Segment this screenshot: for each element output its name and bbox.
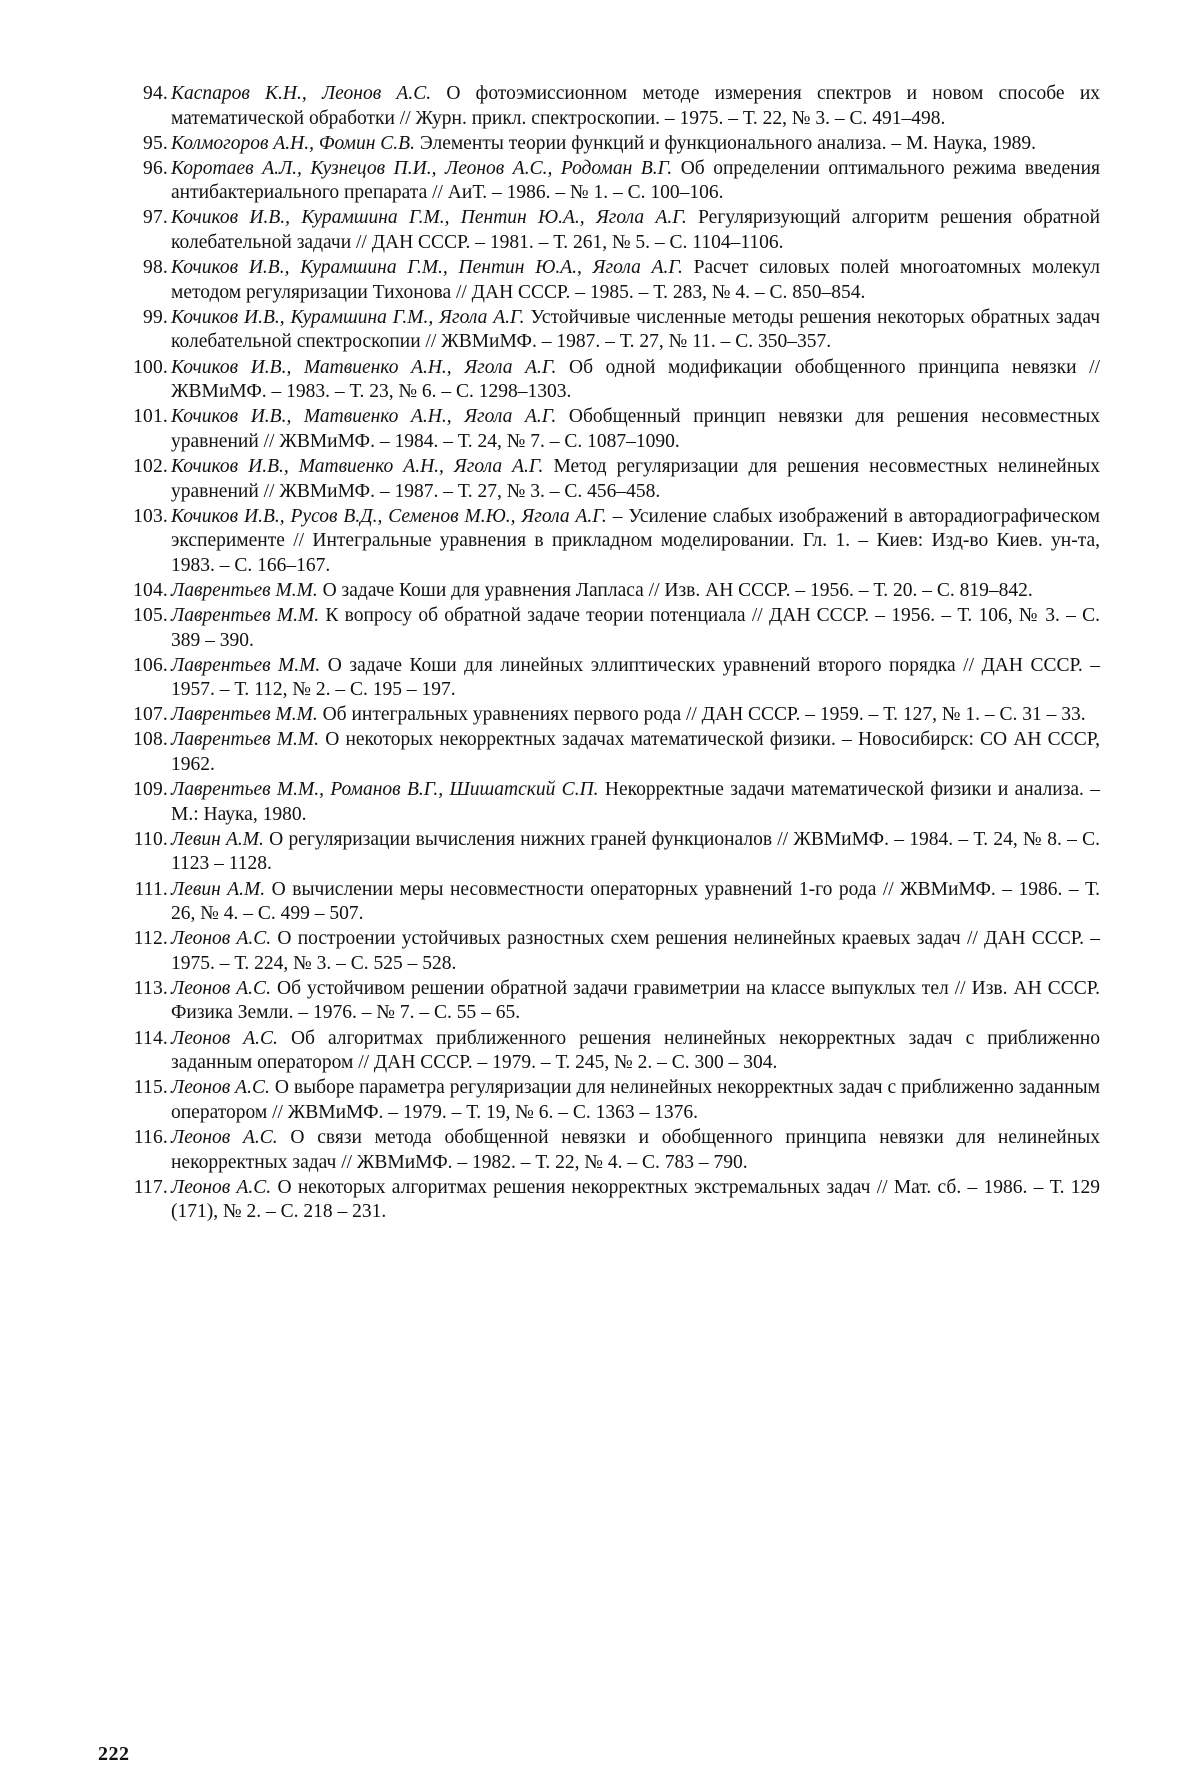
- reference-item: [110, 778, 1100, 827]
- reference-authors: Колмогоров А.Н., Фомин С.В.: [171, 132, 415, 154]
- reference-authors: Леонов А.С.: [171, 1027, 278, 1049]
- reference-text: Метод регуляризации для решения несовместных нелинейных уравнений // ЖВМиМФ. – 1987. – Т. 27, № 3. – С. 456–458.: [171, 455, 1100, 502]
- reference-text: О фотоэмиссионном методе измерения спектров и новом способе их математической обработки // Журн. прикл. спектроскопии. – 1975. – Т. 22, № 3. – С. 491–498.: [171, 83, 1101, 129]
- reference-item: [110, 927, 1100, 976]
- reference-text: Регуляризующий алгоритм решения обратной колебательной задачи // ДАН СССР. – 1981. – Т. 261, № 5. – С. 1104–1106.: [171, 207, 1101, 254]
- reference-text: К вопросу об обратной задаче теории потенциала // ДАН СССР. – 1956. – Т. 106, № 3. – С. 389 – 390.: [171, 604, 1101, 651]
- reference-number: 96.: [143, 157, 168, 179]
- reference-authors: Левин А.М.: [171, 878, 266, 900]
- reference-body: [171, 82, 1100, 131]
- reference-authors: Кочиков И.В., Курамшина Г.М., Ягола А.Г.: [171, 306, 525, 328]
- reference-body: [171, 1076, 1100, 1125]
- reference-body: [171, 256, 1100, 305]
- reference-authors: Лаврентьев М.М., Романов В.Г., Шишатский С.П.: [171, 779, 599, 801]
- reference-authors: Леонов А.С.: [171, 928, 272, 950]
- reference-authors: Леонов А.С.: [171, 1176, 272, 1198]
- reference-authors: Лаврентьев М.М.: [171, 579, 318, 601]
- reference-body: [171, 604, 1100, 653]
- reference-number: 109.: [133, 779, 168, 801]
- reference-item: [110, 579, 1100, 604]
- reference-item: [110, 1027, 1100, 1076]
- reference-body: [171, 405, 1100, 454]
- reference-text: Обобщенный принцип невязки для решения несовместных уравнений // ЖВМиМФ. – 1984. – Т. 24, № 7. – С. 1087–1090.: [171, 406, 1101, 452]
- reference-item: [110, 1076, 1100, 1125]
- reference-text: Элементы теории функций и функционального анализа. – М. Наука, 1989.: [419, 132, 1036, 154]
- reference-body: [171, 306, 1100, 355]
- reference-number: 94.: [143, 83, 168, 104]
- reference-body: [171, 654, 1100, 703]
- reference-item: [110, 878, 1100, 927]
- reference-item: [110, 306, 1100, 355]
- reference-body: [171, 579, 1100, 604]
- reference-number: 100.: [133, 356, 168, 378]
- reference-number: 116.: [133, 1126, 168, 1148]
- reference-body: [171, 977, 1100, 1026]
- reference-authors: Коротаев А.Л., Кузнецов П.И., Леонов А.С., Родоман В.Г.: [171, 157, 673, 179]
- reference-item: [110, 703, 1100, 728]
- reference-authors: Леонов А.С.: [171, 1126, 278, 1148]
- reference-number: 115.: [133, 1077, 168, 1099]
- reference-number: 113.: [133, 977, 168, 999]
- reference-body: [171, 1176, 1100, 1225]
- reference-body: [171, 828, 1100, 877]
- reference-item: [110, 256, 1100, 305]
- reference-text: Об определении оптимального режима введения антибактериального препарата // АиТ. – 1986. – № 1. – С. 100–106.: [171, 157, 1100, 204]
- reference-text: Об одной модификации обобщенного принципа невязки // ЖВМиМФ. – 1983. – Т. 23, № 6. – С. 1298–1303.: [171, 356, 1101, 403]
- reference-authors: Кочиков И.В., Курамшина Г.М., Пентин Ю.А., Ягола А.Г.: [171, 207, 687, 229]
- reference-authors: Кочиков И.В., Русов В.Д., Семенов М.Ю., Ягола А.Г.: [171, 505, 607, 527]
- reference-number: 98.: [143, 257, 168, 279]
- reference-number: 99.: [143, 306, 168, 328]
- reference-number: 107.: [133, 704, 168, 726]
- reference-body: [171, 1027, 1100, 1076]
- reference-number: 117.: [133, 1176, 168, 1198]
- reference-authors: Левин А.М.: [171, 828, 264, 850]
- reference-text: О построении устойчивых разностных схем решения нелинейных краевых задач // ДАН СССР. – 1975. – Т. 224, № 3. – С. 525 – 528.: [171, 928, 1100, 974]
- reference-body: [171, 728, 1100, 777]
- reference-body: [171, 206, 1100, 255]
- reference-number: 112.: [133, 928, 168, 950]
- reference-item: [110, 728, 1100, 777]
- reference-body: [171, 132, 1100, 157]
- reference-text: О выборе параметра регуляризации для нелинейных некорректных задач с приближенно заданным оператором // ЖВМиМФ. – 1979. – Т. 19, № 6. – С. 1363 – 1376.: [171, 1077, 1100, 1123]
- reference-text: О регуляризации вычисления нижних граней функционалов // ЖВМиМФ. – 1984. – Т. 24, № 8. – С. 1123 – 1128.: [171, 828, 1100, 875]
- reference-item: [110, 356, 1100, 405]
- reference-number: 111.: [134, 878, 168, 900]
- reference-body: [171, 778, 1100, 827]
- reference-text: О некоторых алгоритмах решения некорректных экстремальных задач // Мат. сб. – 1986. – Т. 129 (171), № 2. – С. 218 – 231.: [171, 1176, 1101, 1223]
- reference-authors: Леонов А.С.: [171, 977, 271, 999]
- reference-item: [110, 82, 1100, 131]
- reference-item: [110, 604, 1100, 653]
- reference-number: 108.: [133, 729, 168, 751]
- reference-number: 104.: [133, 579, 168, 601]
- reference-authors: Лаврентьев М.М.: [171, 729, 319, 751]
- reference-text: – Усиление слабых изображений в авторадиографическом эксперименте // Интегральные уравнения в прикладном моделировании. Гл. 1. – Киев: Изд-во Киев. ун-та, 1983. – С. 166–167.: [171, 505, 1101, 576]
- reference-body: [171, 157, 1100, 206]
- reference-text: О вычислении меры несовместности операторных уравнений 1-го рода // ЖВМиМФ. – 1986. – Т. 26, № 4. – С. 499 – 507.: [171, 878, 1100, 925]
- reference-body: [171, 455, 1100, 504]
- reference-list: [110, 82, 1100, 1225]
- reference-authors: Леонов А.С.: [171, 1077, 270, 1099]
- reference-authors: Лаврентьев М.М.: [171, 654, 321, 676]
- reference-body: [171, 356, 1100, 405]
- reference-number: 114.: [133, 1027, 168, 1049]
- reference-text: Об алгоритмах приближенного решения нелинейных некорректных задач с приближенно заданным оператором // ДАН СССР. – 1979. – Т. 245, № 2. – С. 300 – 304.: [171, 1027, 1100, 1074]
- reference-text: О связи метода обобщенной невязки и обобщенного принципа невязки для нелинейных некорректных задач // ЖВМиМФ. – 1982. – Т. 22, № 4. – С. 783 – 790.: [171, 1126, 1100, 1173]
- reference-authors: Каспаров К.Н., Леонов А.С.: [171, 83, 432, 104]
- reference-item: [110, 206, 1100, 255]
- reference-body: [171, 927, 1100, 976]
- reference-number: 110.: [133, 828, 168, 850]
- reference-authors: Лаврентьев М.М.: [171, 704, 318, 726]
- reference-item: [110, 505, 1100, 579]
- reference-body: [171, 703, 1100, 728]
- reference-item: [110, 828, 1100, 877]
- reference-number: 106.: [133, 654, 168, 676]
- reference-item: [110, 157, 1100, 206]
- reference-authors: Кочиков И.В., Матвиенко А.Н., Ягола А.Г.: [171, 455, 544, 477]
- reference-number: 102.: [133, 455, 168, 477]
- reference-authors: Кочиков И.В., Курамшина Г.М., Пентин Ю.А., Ягола А.Г.: [171, 257, 683, 279]
- reference-text: О задаче Коши для линейных эллиптических уравнений второго порядка // ДАН СССР. – 1957. – Т. 112, № 2. – С. 195 – 197.: [171, 654, 1100, 701]
- reference-number: 103.: [133, 505, 168, 527]
- reference-authors: Лаврентьев М.М.: [171, 604, 320, 626]
- reference-text: О некоторых некорректных задачах математической физики. – Новосибирск: СО АН СССР, 1962.: [171, 729, 1100, 776]
- reference-item: [110, 132, 1100, 157]
- reference-number: 97.: [143, 207, 168, 229]
- reference-text: Расчет силовых полей многоатомных молекул методом регуляризации Тихонова // ДАН СССР. – 1985. – Т. 283, № 4. – С. 850–854.: [171, 257, 1100, 303]
- reference-text: Об устойчивом решении обратной задачи гравиметрии на классе выпуклых тел // Изв. АН СССР. Физика Земли. – 1976. – № 7. – С. 55 – 65.: [171, 977, 1101, 1024]
- reference-text: Об интегральных уравнениях первого рода // ДАН СССР. – 1959. – Т. 127, № 1. – С. 31 – 33.: [322, 704, 1086, 726]
- reference-authors: Кочиков И.В., Матвиенко А.Н., Ягола А.Г.: [171, 356, 557, 378]
- reference-body: [171, 878, 1100, 927]
- reference-item: [110, 1176, 1100, 1225]
- reference-number: 95.: [143, 132, 168, 154]
- reference-item: [110, 1126, 1100, 1175]
- reference-text: Некорректные задачи математической физики и анализа. – М.: Наука, 1980.: [171, 779, 1100, 825]
- reference-body: [171, 505, 1100, 579]
- reference-text: О задаче Коши для уравнения Лапласа // Изв. АН СССР. – 1956. – Т. 20. – С. 819–842.: [322, 579, 1033, 601]
- reference-text: Устойчивые численные методы решения некоторых обратных задач колебательной спектроскопии // ЖВМиМФ. – 1987. – Т. 27, № 11. – С. 350–357.: [171, 306, 1100, 353]
- reference-number: 101.: [133, 406, 168, 428]
- reference-item: [110, 405, 1100, 454]
- reference-number: 105.: [133, 604, 168, 626]
- reference-authors: Кочиков И.В., Матвиенко А.Н., Ягола А.Г.: [171, 406, 557, 428]
- page-number: 222: [98, 1743, 130, 1765]
- reference-item: [110, 654, 1100, 703]
- reference-item: [110, 455, 1100, 504]
- reference-body: [171, 1126, 1100, 1175]
- reference-item: [110, 977, 1100, 1026]
